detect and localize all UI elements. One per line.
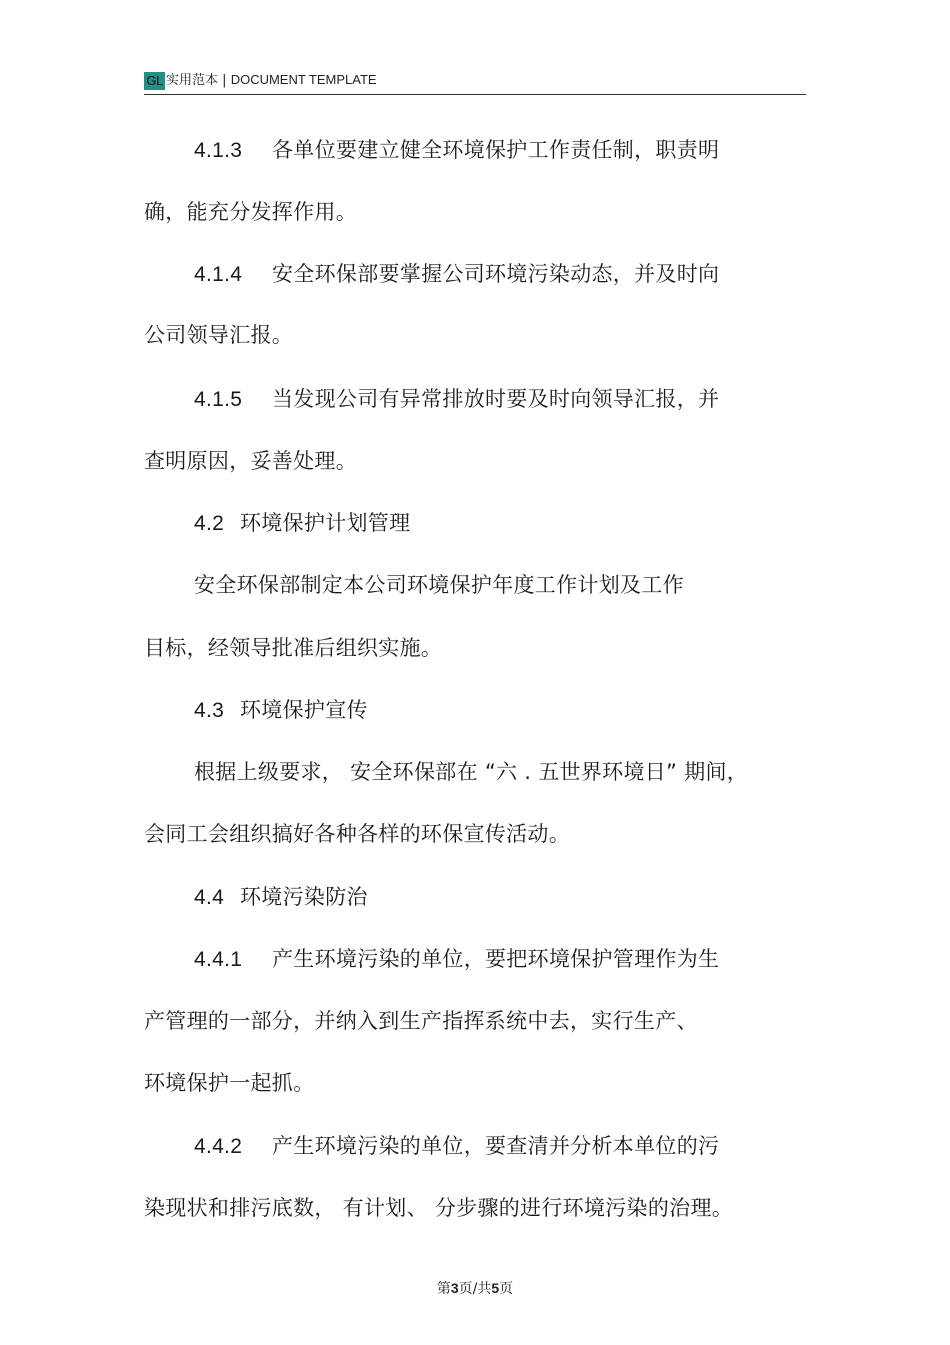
current-page-number: 3 xyxy=(450,1280,459,1296)
line-text: 查明原因，妥善处理。 xyxy=(144,449,357,473)
line-text: 环境保护计划管理 xyxy=(240,511,411,535)
section-heading xyxy=(194,696,368,725)
line-text: 环境保护一起抓。 xyxy=(144,1071,315,1095)
section-number: 4.1.4 xyxy=(194,263,243,286)
line-text: 目标，经领导批准后组织实施。 xyxy=(144,636,443,660)
paragraph-line xyxy=(144,321,293,349)
line-text: 安全环保部要掌握公司环境污染动态，并及时向 xyxy=(272,262,720,286)
paragraph-line xyxy=(194,385,719,414)
paragraph-line xyxy=(194,758,748,786)
line-text: 产生环境污染的单位，要查清并分析本单位的污 xyxy=(272,1134,720,1158)
paragraph-line xyxy=(144,1194,733,1222)
total-page-number: 5 xyxy=(491,1280,500,1296)
gl-logo: GL xyxy=(144,72,165,90)
line-text: 环境污染防治 xyxy=(240,885,368,909)
paragraph-line xyxy=(144,1007,698,1035)
paragraph-line xyxy=(194,136,719,165)
paragraph-line xyxy=(144,634,442,662)
section-number: 4.4 xyxy=(194,886,225,909)
line-text: 环境保护宣传 xyxy=(240,698,368,722)
line-text: 安全环保部制定本公司环境保护年度工作计划及工作 xyxy=(194,573,684,597)
section-number: 4.1.5 xyxy=(194,388,243,411)
paragraph-line xyxy=(144,198,357,226)
header-separator: | xyxy=(222,73,227,88)
line-text: 当发现公司有异常排放时要及时向领导汇报，并 xyxy=(272,387,720,411)
header-title-text: 实用范本 xyxy=(166,73,219,88)
line-text: 会同工会组织搞好各种各样的环保宣传活动。 xyxy=(144,822,570,846)
line-text: 各单位要建立健全环境保护工作责任制，职责明 xyxy=(272,138,720,162)
paragraph-line xyxy=(144,820,570,848)
paragraph-line xyxy=(194,260,719,289)
line-text: 产管理的一部分，并纳入到生产指挥系统中去，实行生产、 xyxy=(144,1009,698,1033)
line-text: 公司领导汇报。 xyxy=(144,323,294,347)
paragraph-line xyxy=(194,571,684,599)
section-number: 4.1.3 xyxy=(194,139,243,162)
line-text: 染现状和排污底数， 有计划、 分步骤的进行环境污染的治理。 xyxy=(144,1196,734,1220)
section-heading xyxy=(194,883,368,912)
paragraph-line xyxy=(144,1069,314,1097)
header-title xyxy=(166,71,377,90)
section-number: 4.2 xyxy=(194,512,225,535)
page-header xyxy=(144,70,806,95)
line-text: 产生环境污染的单位，要把环境保护管理作为生 xyxy=(272,947,720,971)
line-text: 确，能充分发挥作用。 xyxy=(144,200,357,224)
paragraph-line xyxy=(194,945,719,974)
section-heading xyxy=(194,509,410,538)
page-footer xyxy=(0,1279,950,1298)
page-suffix: 页 xyxy=(499,1281,514,1297)
line-text: 根据上级要求， 安全环保部在 “六 . 五世界环境日” 期间， xyxy=(194,760,749,784)
paragraph-line xyxy=(144,447,357,475)
section-number: 4.4.1 xyxy=(194,948,243,971)
page-prefix: 第 xyxy=(436,1281,451,1297)
section-number: 4.3 xyxy=(194,699,225,722)
page-middle: 页/共 xyxy=(458,1281,492,1297)
section-number: 4.4.2 xyxy=(194,1135,243,1158)
paragraph-line xyxy=(194,1132,719,1161)
header-subtitle: DOCUMENT TEMPLATE xyxy=(230,72,377,87)
